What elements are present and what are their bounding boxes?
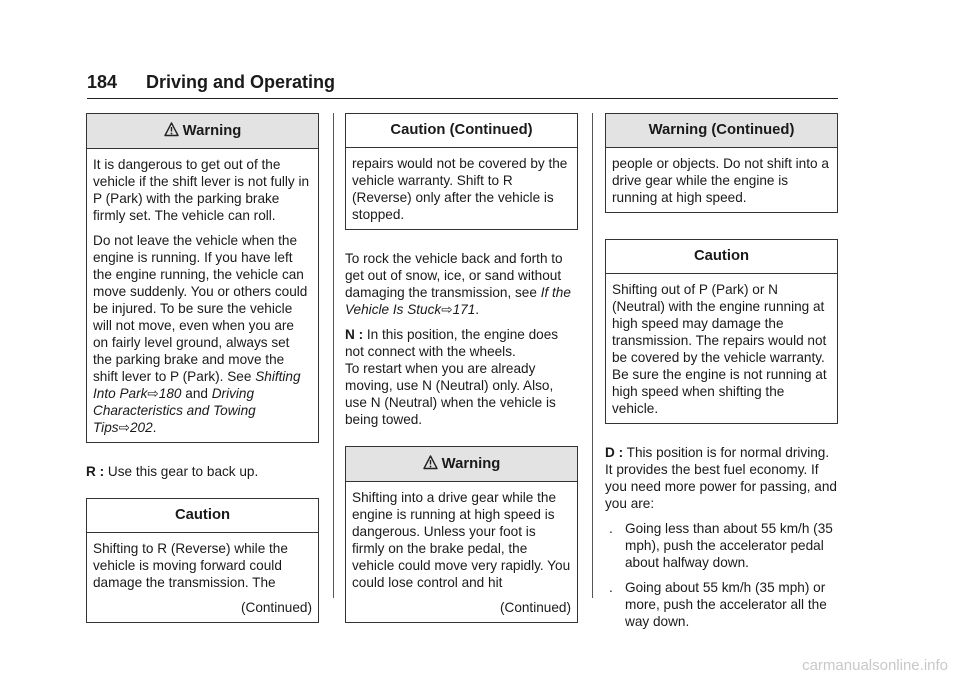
warning-box-header xyxy=(346,447,577,482)
caution-continued-body xyxy=(346,148,577,229)
warning-paragraph-2 xyxy=(93,232,312,436)
column-divider-2 xyxy=(592,113,593,598)
caution-text: Shifting out of P (Park) or N (Neutral) with the engine running at high speed may damage the transmission. The repairs would not be covered by the vehicle warranty. Be sure the engine is not running at high speed when shifting the vehicle. xyxy=(612,282,827,416)
page-header xyxy=(87,70,838,99)
gear-text-r: Use this gear to back up. xyxy=(104,464,259,479)
warning-box-park xyxy=(86,113,319,443)
bullet-icon: . xyxy=(609,580,613,595)
conjunction-text: and xyxy=(181,386,212,401)
neutral-restart-paragraph: To restart when you are already moving, use N (Neutral) only. Also, use N (Neutral) when the vehicle is being towed. xyxy=(345,361,556,427)
period: . xyxy=(475,302,480,317)
gear-label-n: N : xyxy=(345,327,364,342)
continued-label: (Continued) xyxy=(240,600,312,615)
page-ref-arrow-icon: ⇨ xyxy=(441,302,453,317)
drive-bullet-list xyxy=(605,520,838,630)
warning-icon xyxy=(423,455,438,470)
caution-box-header: Caution xyxy=(87,499,318,533)
list-item xyxy=(605,520,838,571)
column-divider-1 xyxy=(333,113,334,598)
page-ref-arrow-icon: ⇨ xyxy=(118,420,130,435)
caution-continued-box xyxy=(345,113,578,230)
bullet-icon: . xyxy=(609,521,613,536)
watermark-text: carmanualsonline.info xyxy=(802,657,948,674)
drive-gear-paragraph xyxy=(605,444,838,512)
caution-box-body xyxy=(606,274,837,423)
gear-text-n: In this position, the engine does not connect with the wheels. xyxy=(345,327,559,359)
column-1 xyxy=(86,113,319,639)
column-2 xyxy=(345,113,578,639)
list-item xyxy=(605,579,838,630)
caution-box-shifting xyxy=(605,239,838,424)
page-ref-171[interactable]: 171 xyxy=(452,302,476,317)
caution-box-reverse xyxy=(86,498,319,623)
warning-title: Warning xyxy=(441,456,501,472)
page-number: 184 xyxy=(87,72,118,92)
warning-box-header xyxy=(87,114,318,149)
watermark xyxy=(0,657,960,674)
caution-box-body xyxy=(87,533,318,622)
section-title: Driving and Operating xyxy=(146,72,336,92)
gear-label-d: D : xyxy=(605,445,624,460)
neutral-gear-paragraph xyxy=(345,326,578,360)
page-ref-arrow-icon: ⇨ xyxy=(147,386,159,401)
warning-continued-body xyxy=(606,148,837,212)
warning-icon xyxy=(164,122,179,137)
warning-continued-box xyxy=(605,113,838,213)
warning-text: Do not leave the vehicle when the engine is running. If you have left the engine running, the vehicle can move suddenly. You or others could be injured. To be sure the vehicle will not move, even when you are on fairly level ground, always set the parking brake and move the shift lever to P (Park). See xyxy=(93,233,308,384)
warning-continued-text: people or objects. Do not shift into a drive gear while the engine is running at high speed. xyxy=(612,156,829,205)
gear-label-r: R : xyxy=(86,464,105,479)
rock-vehicle-paragraph xyxy=(345,250,578,318)
caution-continued-header: Caution (Continued) xyxy=(346,114,577,148)
warning-paragraph-1: It is dangerous to get out of the vehicle if the shift lever is not fully in P (Park) with the parking brake firmly set. The vehicle can roll. xyxy=(93,157,310,223)
warning-box-body xyxy=(87,149,318,442)
reverse-gear-paragraph xyxy=(86,463,319,480)
caution-continued-text: repairs would not be covered by the vehicle warranty. Shift to R (Reverse) only after the vehicle is stopped. xyxy=(352,156,568,222)
link-shifting-into-park[interactable]: Shifting Into Park xyxy=(93,369,301,401)
rock-text: To rock the vehicle back and forth to get out of snow, ice, or sand without damaging the transmission, see xyxy=(345,251,563,300)
page-ref-202[interactable]: 202 xyxy=(129,420,153,435)
continued-label: (Continued) xyxy=(499,600,571,615)
warning-continued-header: Warning (Continued) xyxy=(606,114,837,148)
warning-box-drive-gear xyxy=(345,446,578,623)
column-3 xyxy=(605,113,838,638)
warning-title: Warning xyxy=(182,123,242,139)
gear-text-d: This position is for normal driving. It provides the best fuel economy. If you need more power for passing, and you are: xyxy=(605,445,837,511)
link-vehicle-stuck[interactable]: If the Vehicle Is Stuck xyxy=(345,285,571,317)
list-item-text: Going less than about 55 km/h (35 mph), push the accelerator pedal about halfway down. xyxy=(625,521,833,570)
list-item-text: Going about 55 km/h (35 mph) or more, push the accelerator all the way down. xyxy=(625,580,827,629)
link-driving-characteristics[interactable]: Driving Characteristics and Towing Tips xyxy=(93,386,256,435)
warning-text: Shifting into a drive gear while the engine is running at high speed is dangerous. Unless your foot is firmly on the brake pedal, the vehicle could move very rapidly. You could lose control and hit xyxy=(352,490,571,590)
warning-box-body xyxy=(346,482,577,622)
caution-text: Shifting to R (Reverse) while the vehicle is moving forward could damage the transmission. The xyxy=(93,541,288,590)
page-ref-180[interactable]: 180 xyxy=(158,386,182,401)
period: . xyxy=(152,420,157,435)
caution-box-header: Caution xyxy=(606,240,837,274)
